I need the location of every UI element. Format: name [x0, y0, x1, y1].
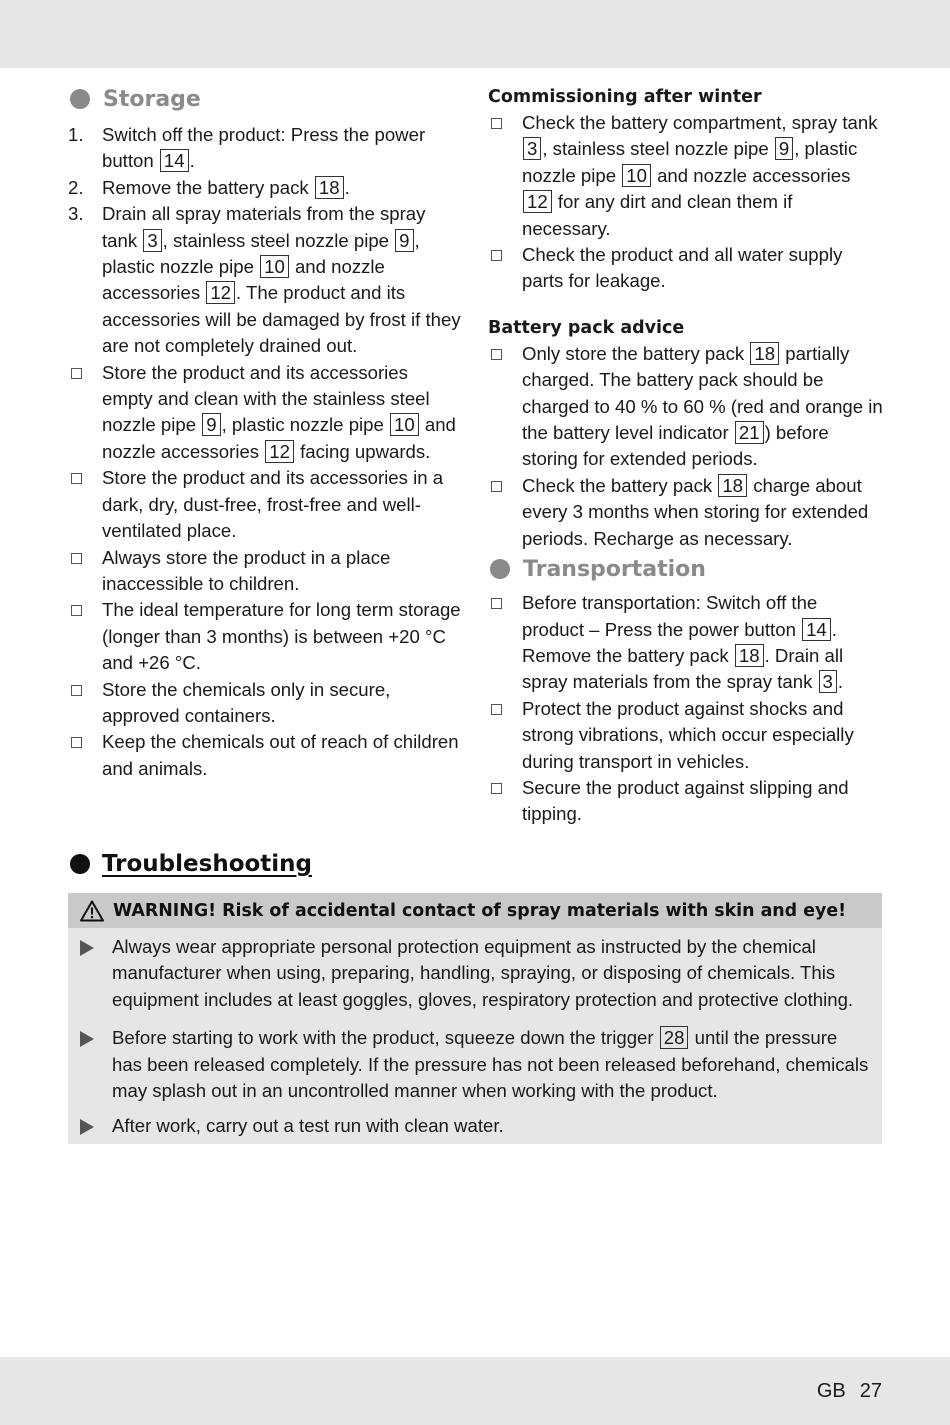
warning-box [68, 893, 882, 1144]
warning-item: After work, carry out a test run with clean water. [78, 1113, 870, 1139]
warning-item: Always wear appropriate personal protection equipment as instructed by the chemical manufacturer when using, preparing, handling, spraying, or disposing of chemicals. This equipment includes at least goggles, gloves, respiratory protection and protective clothing. [78, 934, 870, 1013]
step-number: 3. [68, 203, 84, 225]
footer-band [0, 1357, 950, 1425]
part-number: 10 [260, 255, 289, 278]
section-bullet-icon [490, 559, 510, 579]
commissioning-heading: Commissioning after winter [488, 87, 762, 107]
checkbox-bullet-icon [71, 737, 82, 748]
section-bullet-icon [70, 854, 90, 874]
troubleshooting-heading [68, 848, 882, 880]
checkbox-bullet-icon [71, 685, 82, 696]
transportation-heading [488, 554, 883, 584]
checkbox-bullet-icon [491, 349, 502, 360]
checkbox-bullet-icon [491, 481, 502, 492]
checkbox-bullet-icon [491, 783, 502, 794]
transportation-bullet: Before transportation: Switch off the product – Press the power button 14 . Remove the battery pack 18 . Drain all spray materials from the spray tank 3 . [488, 590, 883, 696]
storage-bullet: Store the chemicals only in secure, approved containers. [68, 677, 463, 730]
section-bullet-icon [70, 89, 90, 109]
part-number: 12 [265, 440, 294, 463]
storage-title: Storage [103, 86, 201, 112]
checkbox-bullet-icon [71, 368, 82, 379]
part-number: 3 [143, 229, 161, 252]
part-number: 3 [523, 137, 541, 160]
part-number: 9 [395, 229, 413, 252]
part-number: 18 [735, 644, 764, 667]
transportation-bullet: Secure the product against slipping and tipping. [488, 775, 883, 828]
header-band [0, 0, 950, 68]
part-number: 18 [750, 342, 779, 365]
step-number: 1. [68, 124, 84, 145]
part-number: 28 [660, 1026, 689, 1049]
battery-heading: Battery pack advice [488, 317, 685, 338]
warning-header [68, 893, 882, 928]
checkbox-bullet-icon [71, 553, 82, 564]
checkbox-bullet-icon [491, 704, 502, 715]
commissioning-bullet: Check the product and all water supply parts for leakage. [488, 242, 883, 295]
storage-heading [68, 84, 463, 114]
battery-bullet: Only store the battery pack 18 partially charged. The battery pack should be charged to 40 % to 60 % (red and orange in the battery level indicator 21 ) before storing for extended periods. [488, 341, 883, 473]
storage-bullet: Store the product and its accessories in a dark, dry, dust-free, frost-free and well-ventilated place. [68, 465, 463, 544]
checkbox-bullet-icon [71, 473, 82, 484]
left-column [68, 84, 463, 782]
storage-bullet: Always store the product in a place inaccessible to children. [68, 545, 463, 598]
arrow-bullet-icon [80, 1031, 94, 1047]
transportation-bullet: Protect the product against shocks and strong vibrations, which occur especially during transport in vehicles. [488, 696, 883, 775]
checkbox-bullet-icon [491, 118, 502, 129]
part-number: 9 [775, 137, 793, 160]
transportation-title: Transportation [523, 556, 706, 582]
part-number: 14 [160, 149, 189, 172]
checkbox-bullet-icon [71, 605, 82, 616]
storage-bullet: Store the product and its accessories empty and clean with the stainless steel nozzle pipe 9 , plastic nozzle pipe 10 and nozzle accessories 12 facing upwards. [68, 360, 463, 466]
battery-bullet: Check the battery pack 18 charge about every 3 months when storing for extended periods. Recharge as necessary. [488, 473, 883, 552]
part-number: 3 [819, 670, 837, 693]
page-footer [817, 1380, 882, 1403]
part-number: 10 [390, 413, 419, 436]
arrow-bullet-icon [80, 940, 94, 956]
arrow-bullet-icon [80, 1119, 94, 1135]
commissioning-bullet: Check the battery compartment, spray tank 3 , stainless steel nozzle pipe 9 , plastic nozzle pipe 10 and nozzle accessories 12 for any dirt and clean them if necessary. [488, 110, 883, 242]
part-number: 12 [206, 281, 235, 304]
storage-step-2: 2. Remove the battery pack 18 . [68, 175, 463, 201]
part-number: 10 [622, 164, 651, 187]
warning-triangle-icon [80, 900, 104, 922]
troubleshooting-title: Troubleshooting [102, 851, 313, 877]
warning-text: WARNING! Risk of accidental contact of spray materials with skin and eye! [113, 900, 847, 921]
part-number: 21 [735, 421, 764, 444]
part-number: 18 [315, 176, 344, 199]
checkbox-bullet-icon [491, 598, 502, 609]
part-number: 9 [202, 413, 220, 436]
troubleshooting-section [68, 848, 882, 880]
part-number: 18 [718, 474, 747, 497]
right-column [488, 84, 883, 828]
checkbox-bullet-icon [491, 250, 502, 261]
step-number: 2. [68, 176, 84, 198]
storage-bullet: Keep the chemicals out of reach of children and animals. [68, 729, 463, 782]
page-number: 27 [859, 1380, 882, 1402]
warning-item: Before starting to work with the product, squeeze down the trigger 28 until the pressure has been released completely. If the pressure has not been released beforehand, chemicals may splash out in an uncontrolled manner when working with the product. [78, 1025, 870, 1104]
storage-bullet: The ideal temperature for long term storage (longer than 3 months) is between +20 °C and +26 °C. [68, 597, 463, 676]
language-code: GB [816, 1380, 846, 1402]
storage-step-1: 1. Switch off the product: Press the power button 14 . [68, 124, 426, 172]
part-number: 14 [802, 618, 831, 641]
part-number: 12 [523, 190, 552, 213]
storage-step-3: 3. Drain all spray materials from the spray tank 3 , stainless steel nozzle pipe 9 , plastic nozzle pipe 10 and nozzle accessories 12 . The product and its accessories will be damaged by frost if they are not completely drained out. [68, 203, 461, 357]
